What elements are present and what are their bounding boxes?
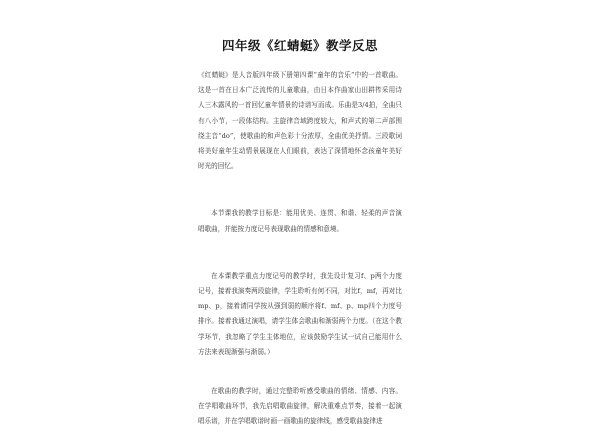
paragraph-gap [198, 237, 402, 269]
paragraph-gap [198, 174, 402, 206]
paragraph-dynamics: 在本课教学重点力度记号的教学时，我先设计复习f、p两个力度记号，接着我演奏两段旋律，学生聆听有何不同，对比f，mf，再对比mp、p，接着请同学按从强到弱的顺序将f、mf、p、mp四个力度号排序。接着我通过演唱，请学生体会歌曲和渐弱两个力度。（在这个教学环节，我忽略了学生主体地位，应该鼓励学生试一试自己能用什么方法来表现渐强与渐弱。） [198, 271, 402, 356]
document-page [0, 36, 600, 436]
paragraph-intro: 《红蜻蜓》是人音版四年级下册第四课“童年的音乐”中的一首歌曲。这是一首在日本广泛流传的儿童歌曲，由日本作曲家山田耕筰采用诗人三木露风的一首回忆童年情景的诗谱写而成。乐曲是3/4拍，全曲只有八小节，一段体结构。主旋律音域跨度较大，和声式的第二声部围绕主音“do”，使歌曲的和声色彩十分浓厚，全曲优美抒情。三段歌词将美好童年生动情景展现在人们眼前，表达了深情地怀念孩童年美好时光的回忆。 [198, 71, 402, 171]
document-title: 四年级《红蜻蜓》教学反思 [221, 38, 378, 53]
paragraph-goals: 本节课我的教学目标是：能用优美、连贯、和谐、轻柔的声音演唱歌曲，并能按力度记号表现歌曲的情感和意境。 [198, 209, 402, 233]
paragraph-gap [198, 360, 402, 384]
paragraph-song-teaching: 在歌曲的教学时，通过完整聆听感受歌曲的情绪、情感、内容。在学唱歌曲环节，我先启唱歌曲旋律，解决重难点节奏，接着一起演唱乐谱，并在学唱歌谱时画一画歌曲的旋律线，感受歌曲旋律进 [198, 387, 402, 426]
